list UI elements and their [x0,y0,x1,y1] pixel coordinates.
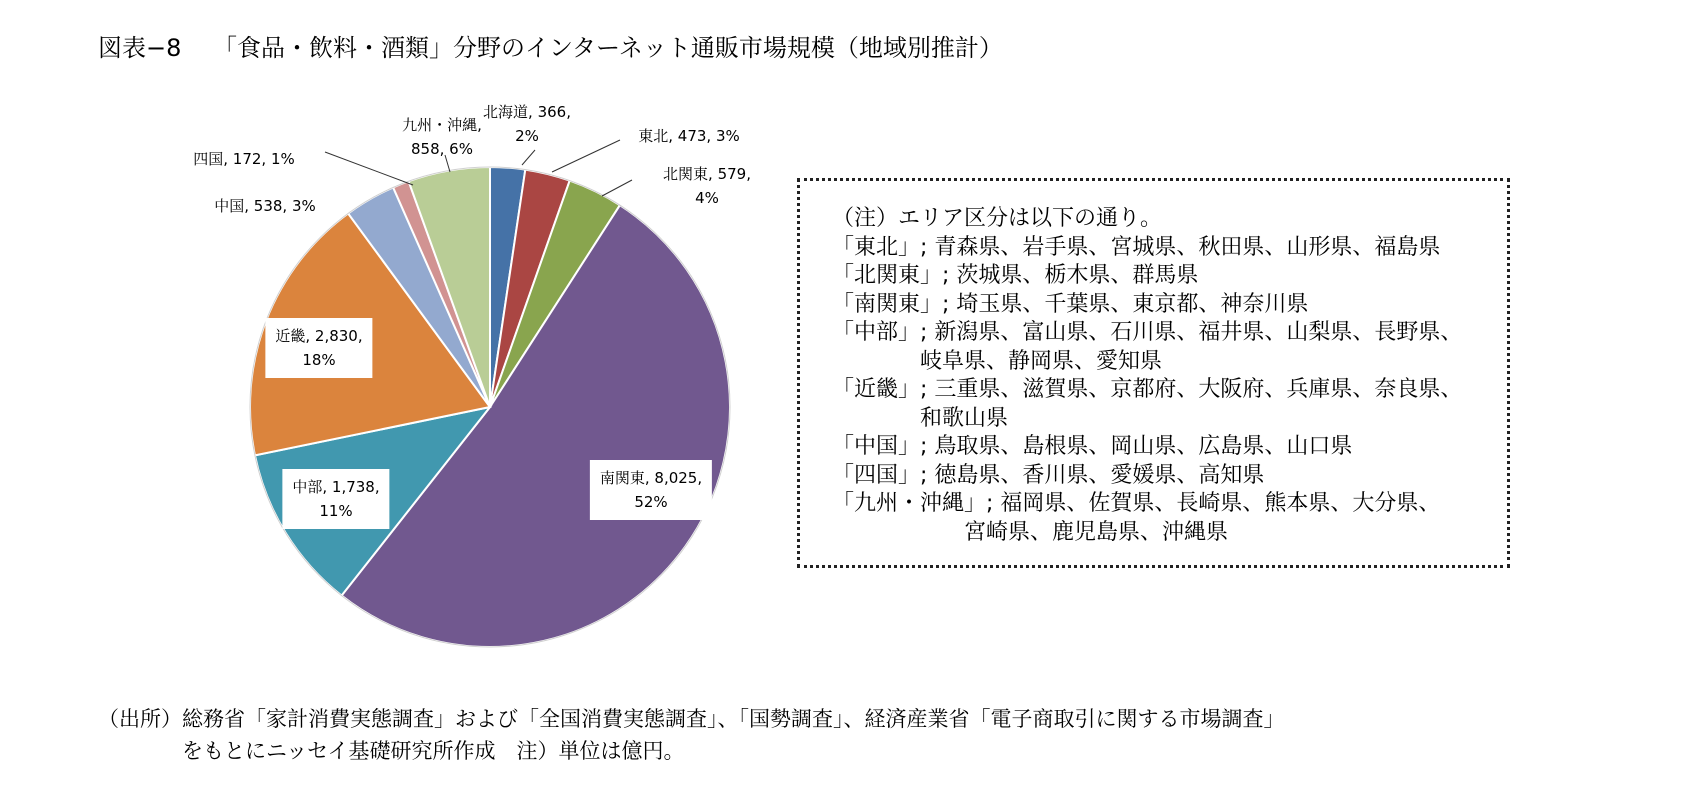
slice-label-6 [214,194,316,218]
source-line: をもとにニッセイ基礎研究所作成 注）単位は億円。 [98,739,685,763]
note-line: 宮崎県、鹿児島県、沖縄県 [832,519,1229,545]
note-line: 「近畿」; 三重県、滋賀県、京都府、大阪府、兵庫県、奈良県、 [832,377,1463,402]
note-line: 和歌山県 [832,405,1009,431]
note-line: 「四国」; 徳島県、香川県、愛媛県、高知県 [832,462,1265,488]
slice-label-line: 南関東, 8,025, [599,469,703,487]
area-note-box [797,178,1510,568]
leader-line-0 [522,150,535,165]
note-line: 「北関東」; 茨城県、栃木県、群馬県 [832,263,1199,288]
slice-label-line: 11% [319,502,353,520]
slice-label-5 [265,318,372,378]
slice-label-line: 4% [695,189,719,207]
slice-label-line: 東北, 473, 3% [638,127,740,145]
slice-label-line: 2% [515,127,539,145]
note-line: 「南関東」; 埼玉県、千葉県、東京都、神奈川県 [832,291,1309,317]
slice-label-8 [402,113,482,161]
leader-line-2 [602,180,632,196]
note-line: 「東北」; 青森県、岩手県、宮城県、秋田県、山形県、福島県 [832,234,1441,260]
slice-label-line: 近畿, 2,830, [275,327,363,345]
source-line: （出所）総務省「家計消費実態調査」および「全国消費実態調査」、「国勢調査」、経済産業省「電子商取引に関する市場調査」 [98,707,1285,731]
slice-label-3 [590,460,712,520]
note-line: （注）エリア区分は以下の通り。 [832,206,1163,231]
note-line: 岐阜県、静岡県、愛知県 [832,348,1163,374]
slice-label-0 [483,100,571,148]
slice-label-line: 中部, 1,738, [292,478,380,496]
slice-label-7 [193,147,295,171]
slice-label-2 [663,162,751,210]
chart-title: 図表−8 「食品・飲料・酒類」分野のインターネット通販市場規模（地域別推計） [98,34,1003,62]
slice-label-line: 北関東, 579, [663,165,751,183]
slice-label-line: 18% [302,351,336,369]
source-note [98,703,1285,767]
slice-label-line: 四国, 172, 1% [193,150,295,168]
slice-label-1 [638,124,740,148]
note-line: 「中部」; 新潟県、富山県、石川県、福井県、山梨県、長野県、 [832,320,1463,345]
slice-label-line: 北海道, 366, [483,103,571,121]
slice-label-line: 九州・沖縄, [402,116,482,134]
slice-label-line: 中国, 538, 3% [214,197,316,215]
slice-label-line: 52% [634,493,668,511]
note-line: 「中国」; 鳥取県、島根県、岡山県、広島県、山口県 [832,434,1353,459]
slice-label-line: 858, 6% [411,140,473,158]
leader-line-7 [325,152,413,185]
slice-label-4 [282,469,389,529]
note-line: 「九州・沖縄」; 福岡県、佐賀県、長崎県、熊本県、大分県、 [832,491,1441,516]
